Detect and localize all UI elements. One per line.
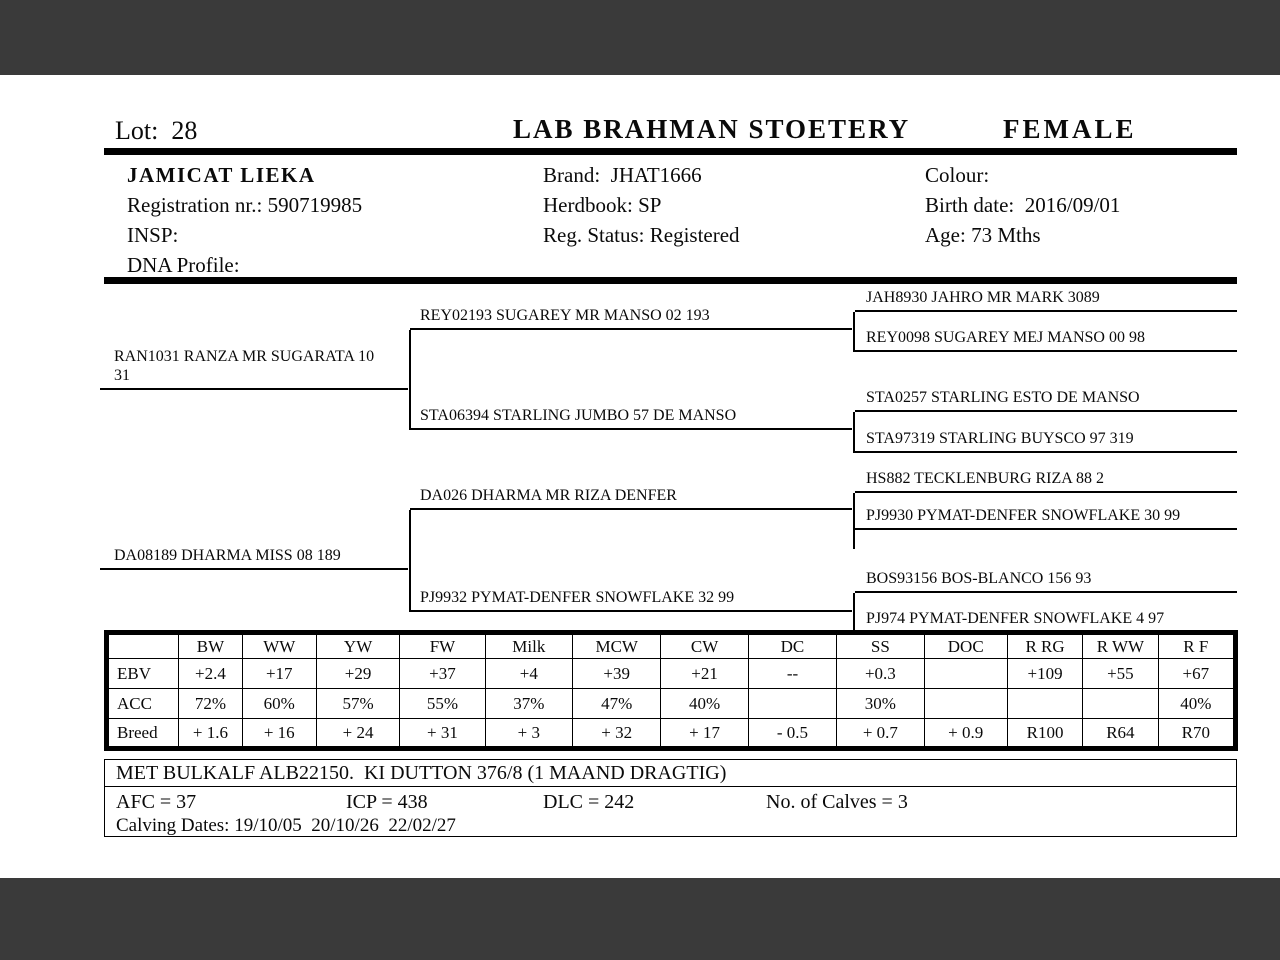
colour-field: Colour:	[925, 163, 990, 187]
pedigree-sire-dam: STA06394 STARLING JUMBO 57 DE MANSO	[410, 406, 852, 430]
row-label: ACC	[107, 689, 179, 719]
stat-cell: 40%	[661, 689, 748, 719]
stat-cell	[1083, 689, 1158, 719]
column-header: YW	[316, 633, 399, 659]
stat-cell: 72%	[179, 689, 242, 719]
stat-cell: +29	[316, 659, 399, 689]
pedigree-connector	[409, 510, 411, 612]
pedigree-connector	[409, 330, 411, 430]
reg-status-field: Reg. Status: Registered	[543, 223, 740, 247]
stat-cell: + 31	[400, 719, 485, 749]
stat-cell: + 24	[316, 719, 399, 749]
ebv-row	[107, 659, 1236, 689]
pedigree-dam-dam: PJ9932 PYMAT-DENFER SNOWFLAKE 32 99	[410, 588, 852, 612]
stat-cell: R100	[1007, 719, 1082, 749]
header-divider	[104, 148, 1237, 155]
stat-cell	[1007, 689, 1082, 719]
column-header: WW	[242, 633, 316, 659]
column-header: BW	[179, 633, 242, 659]
pedigree-connector	[853, 493, 855, 549]
pedigree-sire-sire-sire: JAH8930 JAHRO MR MARK 3089	[855, 288, 1237, 312]
stat-cell: +0.3	[837, 659, 924, 689]
ebv-table	[104, 630, 1238, 751]
column-header: DC	[748, 633, 836, 659]
column-header: SS	[837, 633, 924, 659]
pregnancy-note: MET BULKALF ALB22150. KI DUTTON 376/8 (1 MAAND DRAGTIG)	[105, 760, 1236, 787]
row-label: Breed	[107, 719, 179, 749]
column-header: Milk	[485, 633, 572, 659]
afc-stat: AFC = 37	[116, 791, 197, 813]
age-field: Age: 73 Mths	[925, 223, 1041, 247]
ebv-header-row	[107, 633, 1236, 659]
pedigree-sire-sire: REY02193 SUGAREY MR MANSO 02 193	[410, 306, 852, 330]
stat-cell: +37	[400, 659, 485, 689]
column-header: FW	[400, 633, 485, 659]
stat-cell: + 3	[485, 719, 572, 749]
stat-cell	[924, 659, 1007, 689]
acc-row	[107, 689, 1236, 719]
column-header: DOC	[924, 633, 1007, 659]
column-header: R RG	[1007, 633, 1082, 659]
catalog-title: LAB BRAHMAN STOETERY	[513, 114, 911, 144]
pedigree-connector	[853, 593, 855, 633]
stat-cell: + 0.7	[837, 719, 924, 749]
icp-stat: ICP = 438	[346, 791, 428, 813]
pedigree-sire-dam-sire: STA0257 STARLING ESTO DE MANSO	[855, 388, 1237, 412]
stat-cell: 40%	[1158, 689, 1235, 719]
herdbook-field: Herdbook: SP	[543, 193, 662, 217]
pedigree-dam-sire-sire: HS882 TECKLENBURG RIZA 88 2	[855, 469, 1237, 493]
pedigree-connector	[853, 312, 855, 352]
pedigree-dam-dam-sire: BOS93156 BOS-BLANCO 156 93	[855, 569, 1237, 593]
notes-box	[104, 759, 1237, 837]
column-header: R F	[1158, 633, 1235, 659]
stat-cell	[748, 689, 836, 719]
pedigree-dam-dam-dam: PJ974 PYMAT-DENFER SNOWFLAKE 4 97	[855, 609, 1237, 633]
stat-cell: + 16	[242, 719, 316, 749]
stat-cell: + 32	[573, 719, 661, 749]
stat-cell: + 0.9	[924, 719, 1007, 749]
dna-profile-field: DNA Profile:	[127, 253, 240, 277]
stat-cell	[924, 689, 1007, 719]
pedigree-divider	[104, 277, 1237, 284]
stat-cell: + 1.6	[179, 719, 242, 749]
stat-cell: R64	[1083, 719, 1158, 749]
dlc-stat: DLC = 242	[543, 791, 635, 813]
stat-cell: +109	[1007, 659, 1082, 689]
brand-field: Brand: JHAT1666	[543, 163, 702, 187]
insp-field: INSP:	[127, 223, 179, 247]
calving-dates: Calving Dates: 19/10/05 20/10/26 22/02/27	[116, 815, 456, 836]
column-header: R WW	[1083, 633, 1158, 659]
stat-cell: --	[748, 659, 836, 689]
stat-cell: +2.4	[179, 659, 242, 689]
stat-cell: 55%	[400, 689, 485, 719]
stat-cell: 57%	[316, 689, 399, 719]
stat-cell: + 17	[661, 719, 748, 749]
column-header: MCW	[573, 633, 661, 659]
stat-cell: +4	[485, 659, 572, 689]
row-label: EBV	[107, 659, 179, 689]
calves-count: No. of Calves = 3	[766, 791, 908, 813]
stat-cell: 47%	[573, 689, 661, 719]
lot-number: Lot: 28	[115, 116, 198, 145]
stat-cell: 30%	[837, 689, 924, 719]
breed-row	[107, 719, 1236, 749]
column-header: CW	[661, 633, 748, 659]
stat-cell: +39	[573, 659, 661, 689]
stat-cell: 60%	[242, 689, 316, 719]
pedigree-sire: RAN1031 RANZA MR SUGARATA 10 31	[100, 347, 408, 390]
pedigree-sire-dam-dam: STA97319 STARLING BUYSCO 97 319	[855, 429, 1237, 453]
animal-name: JAMICAT LIEKA	[127, 163, 316, 187]
registration-number: Registration nr.: 590719985	[127, 193, 363, 217]
column-header	[107, 633, 179, 659]
pedigree-sire-sire-dam: REY0098 SUGAREY MEJ MANSO 00 98	[855, 328, 1237, 352]
stat-cell: +67	[1158, 659, 1235, 689]
stat-cell: +21	[661, 659, 748, 689]
stat-cell: +17	[242, 659, 316, 689]
birth-date-field: Birth date: 2016/09/01	[925, 193, 1121, 217]
pedigree-dam-sire-dam: PJ9930 PYMAT-DENFER SNOWFLAKE 30 99	[855, 506, 1237, 530]
stat-cell: +55	[1083, 659, 1158, 689]
stat-cell: R70	[1158, 719, 1235, 749]
pedigree-connector	[853, 412, 855, 453]
stat-cell: 37%	[485, 689, 572, 719]
pedigree-dam-sire: DA026 DHARMA MR RIZA DENFER	[410, 486, 852, 510]
stat-cell: - 0.5	[748, 719, 836, 749]
bottom-letterbox-bar	[0, 878, 1280, 960]
top-letterbox-bar	[0, 0, 1280, 75]
pedigree-dam: DA08189 DHARMA MISS 08 189	[100, 546, 408, 570]
sex-label: FEMALE	[1003, 114, 1137, 144]
